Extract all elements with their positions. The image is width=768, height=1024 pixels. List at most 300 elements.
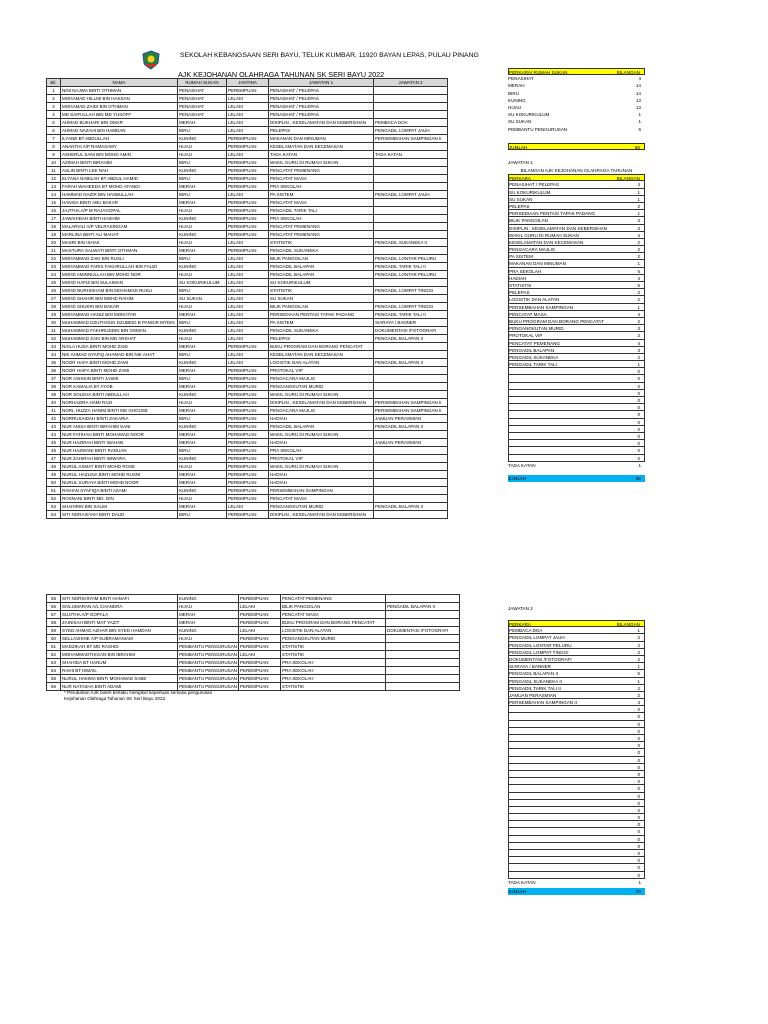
name-cell: ELYANA NABILAH BT ABDUL HAMID: [61, 175, 178, 183]
summary-count: 1: [638, 119, 641, 125]
house-cell: HIJAU: [178, 207, 227, 215]
name-cell: MADZIKAH BT MD RASHID: [61, 643, 178, 651]
name-cell: JAJITHA A/P M RAJAGOPAL: [61, 207, 178, 215]
house-cell: HIJAU: [178, 239, 227, 247]
role1-cell: PRA SEKOLAH: [269, 447, 374, 455]
role2-cell: [374, 87, 448, 95]
name-cell: ILYANE BT ABDULLAH: [61, 135, 178, 143]
summary-label: PENGADIL LOMPAT TINGGI: [509, 649, 569, 655]
name-cell: MOHD NURHISHAM BIN MOHAMAD RUSLI: [61, 287, 178, 295]
summary-label: SU SUKAN: [508, 119, 532, 125]
summary-count: 0: [637, 419, 640, 425]
name-cell: MOHD AMINNULLAH BIN MOHD NOR: [61, 271, 178, 279]
table-row: [47, 239, 448, 247]
table-row: [47, 503, 448, 511]
summary-count: 4: [637, 275, 640, 281]
house-cell: MERAH: [178, 471, 227, 479]
gender-cell: PEREMPUAN: [227, 223, 269, 231]
jawatan1-summary: [508, 167, 645, 482]
summary-row: [508, 289, 645, 296]
name-cell: MOHAMMAD ZAKI BIN RUSLI: [61, 255, 178, 263]
summary-count: 3: [637, 347, 640, 353]
table-row: [47, 223, 448, 231]
gender-cell: LELAKI: [227, 191, 269, 199]
summary-count: 2: [637, 685, 640, 691]
gender-cell: PEREMPUAN: [227, 423, 269, 431]
house-cell: BIRU: [178, 127, 227, 135]
row-number: 62: [47, 651, 61, 659]
summary-row: [508, 311, 645, 318]
role2-cell: [374, 247, 448, 255]
role2-cell: PENGADIL LONTAR PELURU: [374, 255, 448, 263]
summary-label: LOGISTIK DAN ALATAN: [509, 297, 560, 303]
summary-label: SU SUKAN: [509, 196, 533, 202]
role1-cell: BUKU PROGRAM DAN BORANG PENCATAT: [281, 619, 386, 627]
summary-row: [508, 706, 645, 713]
house-cell: PENASIHAT: [178, 111, 227, 119]
row-number: 55: [47, 595, 61, 603]
row-number: 48: [47, 463, 61, 471]
row-number: 15: [47, 199, 61, 207]
summary-row: [508, 232, 645, 239]
role1-cell: PENGANGKUTAN MURID: [269, 503, 374, 511]
summary-count: 3: [637, 326, 640, 332]
name-cell: MOHAMAD ZAIDI BIN OTHMAN: [61, 103, 178, 111]
total-value: 66: [634, 144, 640, 150]
table-row: [47, 311, 448, 319]
row-number: 30: [47, 319, 61, 327]
gender-cell: PEREMPUAN: [227, 199, 269, 207]
house-cell: PEMBANTU PENGURUSAN: [179, 644, 238, 649]
row-number: 10: [47, 159, 61, 167]
summary-row: [508, 793, 645, 800]
summary-count: 1: [637, 189, 640, 195]
summary-row: [508, 196, 645, 203]
table-row: [47, 463, 448, 471]
summary-row: [508, 97, 645, 104]
gender-cell: LELAKI: [227, 319, 269, 327]
house-cell: KUNING: [178, 627, 239, 635]
summary-row: [508, 354, 645, 361]
gender-cell: LELAKI: [227, 255, 269, 263]
gender-cell: PEREMPUAN: [227, 455, 269, 463]
row-number: 7: [47, 135, 61, 143]
gender-cell: LELAKI: [227, 111, 269, 119]
table-row: [47, 175, 448, 183]
name-cell: MALARVILI A/P VELRASINGAM: [61, 223, 178, 231]
summary-count: 1: [637, 678, 640, 684]
row-number: 23: [47, 263, 61, 271]
summary-label: PENGADIL LOMPAT JAUH: [509, 635, 565, 641]
row-number: 50: [47, 479, 61, 487]
name-cell: MOHAMMAD HANIZ BIN MOKHTAR: [61, 311, 178, 319]
jawatan1-tada: [508, 462, 645, 469]
table-row: [47, 359, 448, 367]
role2-cell: PEMBACA DOA: [374, 119, 448, 127]
house-cell: HIJAU: [178, 151, 227, 159]
role1-cell: LOGISTIK DAN ALATAN: [269, 359, 374, 367]
role1-cell: BUKU PROGRAM DAN BORANG PENCATAT: [269, 343, 374, 351]
summary-row: [508, 872, 645, 879]
gender-cell: PEREMPUAN: [227, 439, 269, 447]
house-cell: MERAH: [178, 407, 227, 415]
row-number: 18: [47, 223, 61, 231]
row-number: 51: [47, 487, 61, 495]
summary-count: 2: [637, 318, 640, 324]
summary-count: 2: [637, 239, 640, 245]
name-cell: MUHAMMAD FAKHRUDDIN BIN OSMAN: [61, 327, 178, 335]
name-cell: ZAINISAH BINTI MAT YAZIT: [61, 619, 178, 627]
role2-cell: [374, 143, 448, 151]
summary-row: [508, 749, 645, 756]
row-number: 65: [47, 675, 61, 683]
table-row: [47, 103, 448, 111]
house-cell: KUNING: [178, 327, 227, 335]
name-cell: NUR FATIHAH BINTI MOHAMAD NOOR: [61, 431, 178, 439]
summary-row: [508, 649, 645, 656]
summary-count: 1: [637, 628, 640, 634]
role2-cell: [374, 231, 448, 239]
summary-count: 4: [637, 311, 640, 317]
summary-count: 0: [637, 851, 640, 856]
gender-cell: LELAKI: [227, 127, 269, 135]
summary-label: HIJAU: [508, 104, 522, 110]
house-summary-total: [508, 143, 645, 150]
gender-cell: PEREMPUAN: [227, 431, 269, 439]
role2-cell: [374, 223, 448, 231]
role2-cell: [374, 367, 448, 375]
house-cell: KUNING: [178, 455, 227, 463]
gender-cell: LELAKI: [239, 603, 281, 611]
house-cell: MERAH: [178, 119, 227, 127]
role1-cell: WAKIL GURU DI RUMAH SUKAN: [269, 431, 374, 439]
house-cell: HIJAU: [178, 223, 227, 231]
summary-row: [508, 426, 645, 433]
gender-cell: LELAKI: [239, 651, 281, 659]
summary-row: [508, 857, 645, 864]
house-cell: BIRU: [178, 191, 227, 199]
row-number: 17: [47, 215, 61, 223]
summary-label: PA SISTEM: [509, 254, 533, 260]
name-cell: MARLINA BINTI ALI MAHAT: [61, 231, 178, 239]
summary-label: MERAH: [508, 83, 525, 89]
house-cell: HIJAU: [178, 271, 227, 279]
row-number: 11: [47, 167, 61, 175]
name-cell: NORHAZIRA HAMI RAZI: [61, 399, 178, 407]
tada-value: 1: [638, 462, 641, 468]
summary-label: SIARAYA / BANNER: [509, 664, 551, 670]
summary-label: WAKIL GURU DI RUMAH SUKAN: [509, 232, 579, 238]
summary-count: 5: [637, 671, 640, 677]
name-cell: NORL HUZZA HANIM BINTI MD GHOUSE: [61, 407, 178, 415]
role1-cell: PA SISTEM: [269, 191, 374, 199]
name-cell: NURUL ASMAT BINTI MOHD ROSE: [61, 463, 178, 471]
summary-count: 0: [637, 757, 640, 763]
gender-cell: PEREMPUAN: [227, 383, 269, 391]
table-row: [47, 87, 448, 95]
summary-row: [508, 814, 645, 821]
table-row: [47, 231, 448, 239]
name-cell: MASRI BIN ISHAK: [61, 239, 178, 247]
house-cell: BIRU: [178, 255, 227, 263]
summary-count: 0: [637, 455, 640, 461]
table-row: [47, 271, 448, 279]
role1-cell: PENCATAT PEMENANG: [269, 231, 374, 239]
table-row: [47, 603, 460, 611]
house-cell: KUNING: [178, 595, 239, 603]
gender-cell: LELAKI: [227, 287, 269, 295]
table-row: [47, 199, 448, 207]
role1-cell: PENASIHAT / PELEPAS: [269, 111, 374, 119]
house-cell: KUNING: [178, 263, 227, 271]
house-cell: MERAH: [178, 479, 227, 487]
summary-count: 3: [637, 218, 640, 224]
row-number: 42: [47, 415, 61, 423]
summary-row: [508, 850, 645, 857]
summary-row: [508, 260, 645, 267]
gender-cell: PEREMPUAN: [239, 667, 281, 675]
summary-count: 1: [637, 664, 640, 670]
summary-count: 2: [637, 290, 640, 296]
summary-count: 0: [637, 448, 640, 454]
house-cell: KUNING: [178, 423, 227, 431]
table-row: [47, 159, 448, 167]
table-row: [47, 375, 448, 383]
gender-cell: PEREMPUAN: [227, 231, 269, 239]
role1-cell: WAKIL GURU DI RUMAH SUKAN: [269, 159, 374, 167]
summary-count: 2: [637, 333, 640, 339]
table-row: [47, 675, 460, 683]
gender-cell: LELAKI: [227, 271, 269, 279]
name-cell: SITI NORAISYAH BINTI DAUD: [61, 511, 178, 519]
summary-count: 0: [637, 376, 640, 382]
house-cell: HIJAU: [178, 143, 227, 151]
summary-row: [508, 757, 645, 764]
summary-count: 2: [637, 297, 640, 303]
row-number: 59: [47, 627, 61, 635]
jawatan1-total: [508, 475, 645, 482]
committee-table: [46, 78, 448, 519]
role2-cell: [374, 111, 448, 119]
name-cell: NOOR HAFA BINTI MOHD ZAMI: [61, 359, 178, 367]
summary-row: [508, 181, 645, 188]
row-number: 14: [47, 191, 61, 199]
summary-count: 4: [637, 340, 640, 346]
role2-cell: [374, 383, 448, 391]
house-cell: MERAH: [178, 439, 227, 447]
role2-cell: SIARAYA / BANNER: [374, 319, 448, 327]
table-row: [47, 111, 448, 119]
summary-count: 0: [637, 390, 640, 396]
total-value: 66: [635, 475, 641, 481]
gender-cell: PEREMPUAN: [227, 159, 269, 167]
summary-count: 0: [637, 786, 640, 792]
role2-cell: [374, 343, 448, 351]
role1-cell: TADA KATAN: [269, 151, 374, 159]
summary-row: [508, 678, 645, 685]
row-number: 44: [47, 431, 61, 439]
row-number: 16: [47, 207, 61, 215]
row-number: 1: [47, 87, 61, 95]
name-cell: SUJITHA A/P GOPALA: [61, 611, 178, 619]
table-row: [47, 487, 448, 495]
jawatan1-subtitle: BILANGAN AJK KEJOHANAN OLAHRAGA TAHUNAN: [520, 168, 633, 173]
summary-row: [508, 864, 645, 871]
name-cell: NORRUSAIDAH BINTI ZAKARIA: [61, 415, 178, 423]
role2-cell: PERSEMBAHAN SAMPINGAN II: [374, 135, 448, 143]
role2-cell: PENGADIL BALAPAN II: [374, 335, 448, 343]
school-logo: [141, 50, 161, 70]
table-header-row: [47, 79, 448, 87]
row-number: 19: [47, 231, 61, 239]
jawatan1-label: JAWATAN 1: [508, 160, 533, 165]
summary-row: [508, 440, 645, 447]
summary-row: [508, 82, 645, 89]
table-row: [47, 627, 460, 635]
row-number: 4: [47, 111, 61, 119]
summary-label: PENGADIL SUKANEKA II: [509, 678, 562, 684]
summary-row: [508, 296, 645, 303]
table-row: [47, 135, 448, 143]
house-cell: MERAH: [178, 199, 227, 207]
summary-label: PRA SEKOLAH: [509, 268, 542, 274]
table-row: [47, 295, 448, 303]
summary-row: [508, 340, 645, 347]
row-number: 60: [47, 635, 61, 643]
house-summary: [508, 68, 645, 150]
name-cell: NINI NAJWA BINTI OTHMAN: [61, 87, 178, 95]
name-cell: RAIHAN SYAFIQA BINTI AZAMI: [61, 487, 178, 495]
house-cell: PEMBANTU PENGURUSAN: [179, 660, 238, 665]
role1-cell: PENCATAT MASA: [281, 611, 386, 619]
summary-count: 1: [638, 112, 641, 118]
role1-cell: PENGADIL BALAPAN: [269, 423, 374, 431]
role2-cell: [374, 375, 448, 383]
summary-count: 2: [637, 203, 640, 209]
role2-cell: [386, 683, 460, 691]
role2-cell: PENGADIL SUKANEKA II: [374, 239, 448, 247]
gender-cell: PEREMPUAN: [227, 495, 269, 503]
role1-cell: HADIAH: [269, 415, 374, 423]
summary-label: PENCATAT MASA: [509, 311, 547, 317]
summary-count: 2: [637, 692, 640, 698]
role1-cell: PRA SEKOLAH: [269, 215, 374, 223]
gender-cell: LELAKI: [227, 239, 269, 247]
row-number: 13: [47, 183, 61, 191]
role1-cell: DISIPLIN , KESELAMATAN DAN KEBERSIHAN: [269, 119, 374, 127]
row-number: 52: [47, 495, 61, 503]
header-count: BILANGAN: [616, 622, 640, 627]
role2-cell: [374, 487, 448, 495]
summary-label: PENGADIL TARIK TALI II: [509, 685, 561, 691]
table-row: [47, 619, 460, 627]
role1-cell: PENGANGKUTAN MURID: [269, 383, 374, 391]
summary-row: [508, 375, 645, 382]
role1-cell: PENASIHAT / PELEPAS: [269, 103, 374, 111]
summary-count: 5: [637, 283, 640, 288]
role1-cell: PENGADIL SUKANEKA: [269, 327, 374, 335]
role1-cell: PENCATAT PEMENANG: [281, 595, 386, 603]
summary-count: 14: [635, 90, 641, 96]
summary-row: [508, 735, 645, 742]
role1-cell: STATISTIK: [269, 287, 374, 295]
gender-cell: LELAKI: [227, 351, 269, 359]
role1-cell: PENCATAT PEMENANG: [269, 167, 374, 175]
summary-label: PROTOKAL VIP: [509, 333, 543, 339]
gender-cell: PEREMPUAN: [227, 143, 269, 151]
role1-cell: DISIPLIN , KESELAMATAN DAN KEBERSIHAN: [269, 511, 374, 519]
house-cell: KUNING: [178, 487, 227, 495]
house-cell: MERAH: [178, 619, 239, 627]
summary-count: 0: [637, 858, 640, 864]
summary-label: BIRU: [508, 90, 519, 96]
role1-cell: PENASIHAT / PELEPAS: [269, 95, 374, 103]
row-number: 38: [47, 383, 61, 391]
footnote: * Perubahan AJK boleh berlaku mengikut keperluan semasa pengurusan Kejohanan Olahraga Tahunan SK Seri Bayu 2022.: [64, 690, 213, 702]
summary-row: [508, 318, 645, 325]
row-number: 29: [47, 311, 61, 319]
row-number: 41: [47, 407, 61, 415]
total-label: JUMLAH: [508, 475, 527, 481]
role1-cell: PENASIHAT / PELEPAS: [269, 87, 374, 95]
name-cell: FARAH WAHEEDA BT MOHD AFANDI: [61, 183, 178, 191]
col-header: NAMA: [61, 79, 178, 87]
name-cell: RAIHI BT ISMAIL: [61, 667, 178, 675]
name-cell: SELLASHINE A/P SUBRAMANIAM: [61, 635, 178, 643]
table-row: [47, 343, 448, 351]
summary-row: [508, 253, 645, 260]
role2-cell: [374, 495, 448, 503]
role1-cell: PRA SEKOLAH: [281, 667, 386, 675]
role1-cell: BILIK PANGGILAN: [281, 603, 386, 611]
role2-cell: [374, 295, 448, 303]
gender-cell: PEREMPUAN: [239, 683, 281, 691]
summary-count: 2: [637, 247, 640, 253]
summary-count: 1: [637, 304, 640, 310]
summary-count: 1: [637, 261, 640, 267]
role2-cell: [386, 611, 460, 619]
summary-label: PENGADIL LONTAR PELURU: [509, 642, 572, 648]
role1-cell: PERSEMBAHAN SAMPINGAN: [269, 487, 374, 495]
role2-cell: PENGADIL BALAPAN II: [374, 423, 448, 431]
name-cell: NURUL SURAYA BINTI MOHD NOOR: [61, 479, 178, 487]
summary-row: [508, 268, 645, 275]
role1-cell: PROTOKAL VIP: [269, 455, 374, 463]
summary-count: 0: [637, 843, 640, 849]
summary-count: 0: [637, 369, 640, 375]
role2-cell: [374, 471, 448, 479]
house-cell: HIJAU: [178, 335, 227, 343]
house-cell: HIJAU: [178, 635, 239, 643]
gender-cell: PEREMPUAN: [227, 87, 269, 95]
house-cell: MERAH: [178, 367, 227, 375]
summary-row: [508, 246, 645, 253]
row-number: 8: [47, 143, 61, 151]
summary-label: SU KOKURIKULUM: [509, 189, 551, 195]
role2-cell: [374, 391, 448, 399]
gender-cell: PEREMPUAN: [239, 595, 281, 603]
gender-cell: LELAKI: [239, 627, 281, 635]
table-row: [47, 635, 460, 643]
summary-label: STATISTIK: [509, 283, 532, 288]
summary-count: 0: [637, 721, 640, 727]
summary-row: [508, 692, 645, 699]
gender-cell: LELAKI: [227, 503, 269, 511]
role2-cell: PENGADIL LONTAR PELURU: [374, 271, 448, 279]
name-cell: NUR ZAHIRAH BINTI WIWARA: [61, 455, 178, 463]
summary-count: 2: [637, 635, 640, 641]
role2-cell: PENGADIL LOMPAT TINGGI: [374, 287, 448, 295]
